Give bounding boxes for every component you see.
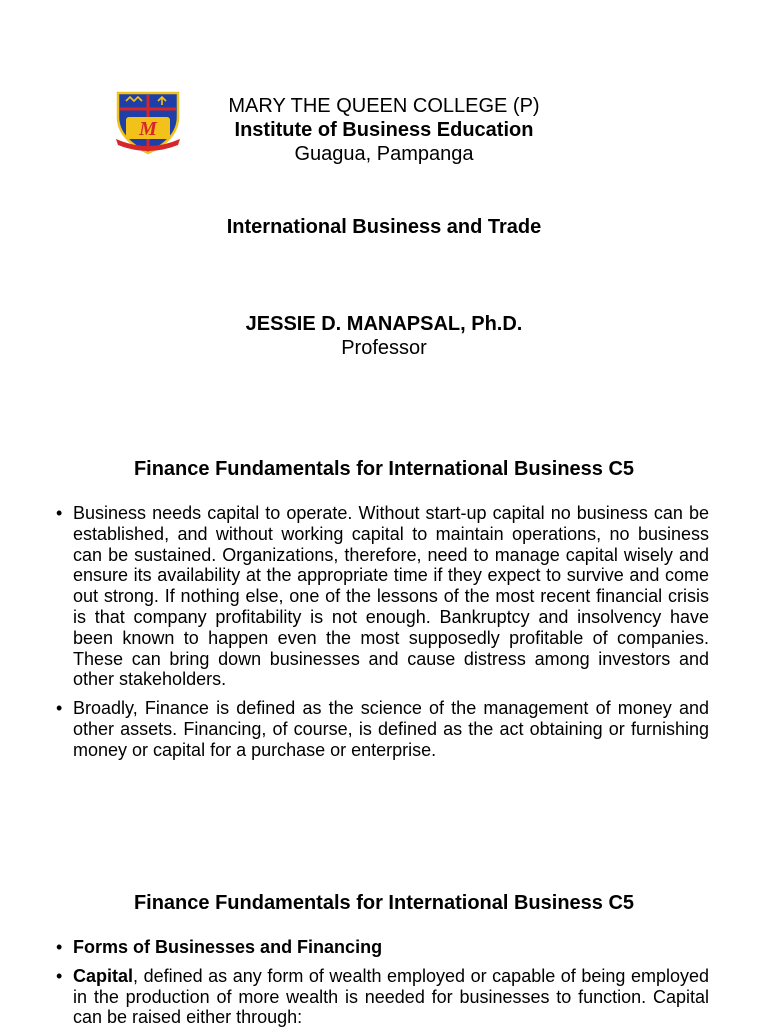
- bullet-text: , defined as any form of wealth employed or capable of being employed in the production of more wealth is needed for businesses to function. Capital can be raised either through:: [73, 965, 709, 1028]
- bullet-list: [56, 503, 709, 769]
- section-heading: Finance Fundamentals for International Business C5: [133, 892, 635, 914]
- bullet-bold-text: Forms of Businesses and Financing: [73, 937, 383, 957]
- institute-name: Institute of Business Education: [234, 119, 534, 141]
- college-location: Guagua, Pampanga: [294, 143, 474, 165]
- section-heading: Finance Fundamentals for International Business C5: [133, 458, 635, 480]
- bullet-item: [56, 937, 709, 958]
- bullet-bold-text: Capital: [73, 965, 134, 986]
- bullet-item: [56, 503, 709, 690]
- instructor-role: Professor: [341, 337, 427, 359]
- course-title: International Business and Trade: [226, 216, 542, 238]
- college-name: MARY THE QUEEN COLLEGE (P): [228, 95, 540, 117]
- instructor-name: JESSIE D. MANAPSAL, Ph.D.: [245, 313, 523, 335]
- bullet-text: Business needs capital to operate. Without start-up capital no business can be established, and without working capital to maintain operations, no business can be sustained. Organizations, therefore, need to manage capital wisely and ensure its availability at the appropriate time if they expect to survive and come out strong. If nothing else, one of the lessons of the most recent financial crisis is that company profitability is not enough. Bankruptcy and insolvency have been known to happen even the most supposedly profitable of companies. These can bring down businesses and cause distress among investors and other stakeholders.: [73, 503, 709, 690]
- bullet-item: [56, 966, 709, 1028]
- logo-letter: M: [139, 118, 157, 140]
- bullet-list: [56, 937, 709, 1036]
- bullet-item: [56, 698, 709, 760]
- bullet-text: Broadly, Finance is defined as the science of the management of money and other assets. Financing, of course, is defined as the act obtaining or furnishing money or capital for a purchase or enterprise.: [73, 698, 709, 760]
